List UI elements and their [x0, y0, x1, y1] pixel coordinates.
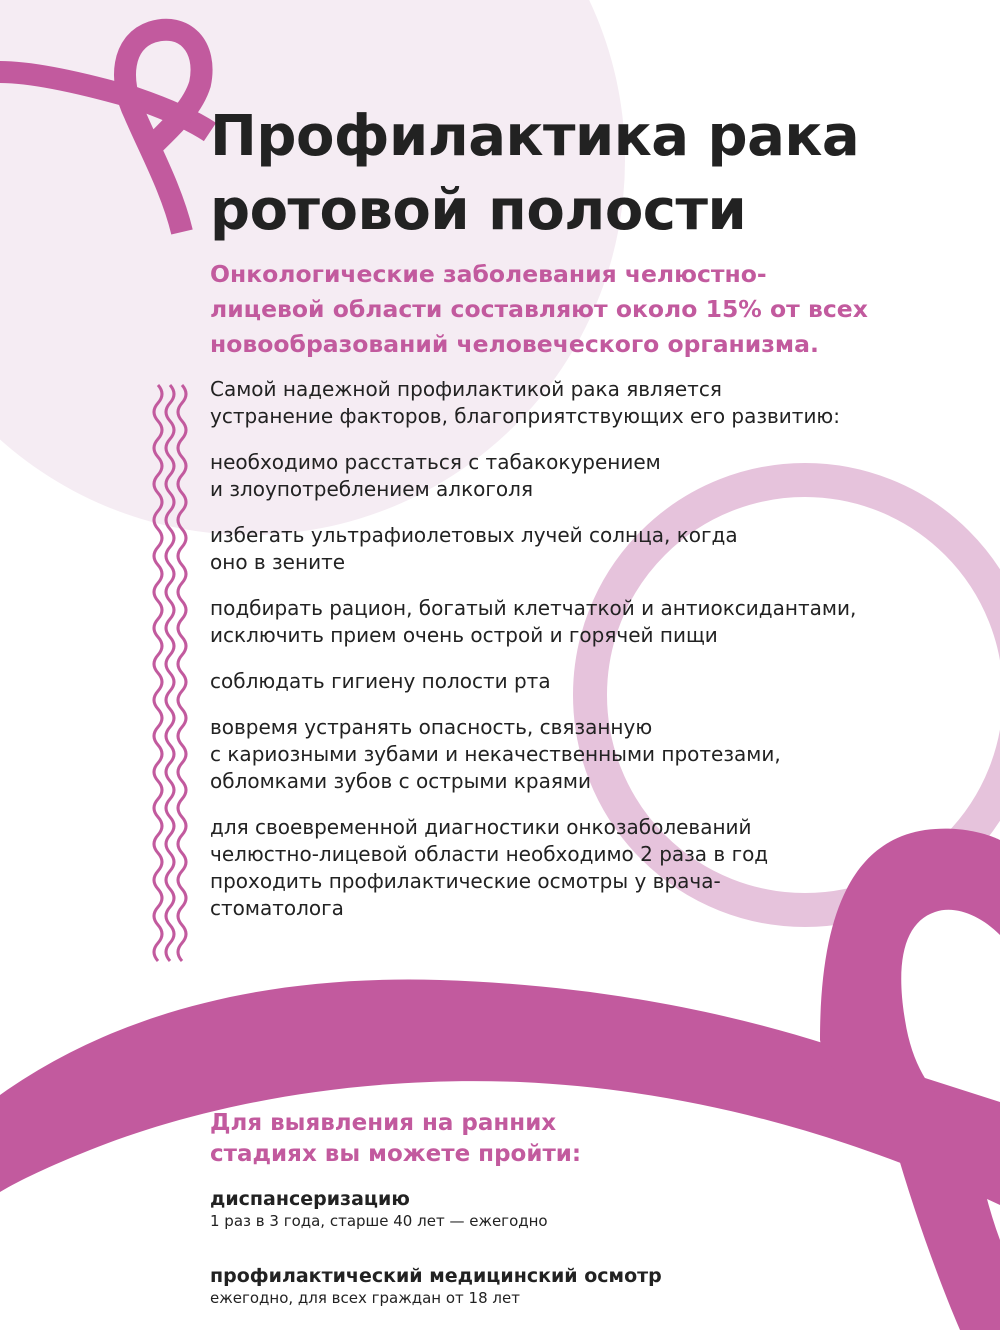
- option-title: диспансеризацию: [210, 1188, 410, 1210]
- tip-line: и злоупотреблением алкоголя: [210, 477, 533, 501]
- prevention-text: [210, 376, 990, 941]
- tip-item: [210, 595, 990, 649]
- intro-line: Самой надежной профилактикой рака является: [210, 377, 722, 401]
- tip-line: оно в зените: [210, 550, 346, 574]
- tip-line: исключить прием очень острой и горячей пищи: [210, 623, 718, 647]
- tip-line: избегать ультрафиолетовых лучей солнца, когда: [210, 523, 738, 547]
- screening-heading: [210, 1108, 581, 1170]
- tip-line: с кариозными зубами и некачественными протезами,: [210, 742, 781, 766]
- tip-item: [210, 668, 990, 695]
- tip-line: для своевременной диагностики онкозаболеваний: [210, 815, 752, 839]
- tip-item: [210, 522, 990, 576]
- subtitle-line: новообразований человеческого организма.: [210, 330, 819, 358]
- page-title: [210, 100, 970, 248]
- page-title-line: Профилактика рака: [210, 104, 860, 169]
- option-description: 1 раз в 3 года, старше 40 лет — ежегодно: [210, 1212, 548, 1230]
- subtitle: [210, 257, 990, 362]
- tip-line: стоматолога: [210, 896, 344, 920]
- tip-line: обломками зубов с острыми краями: [210, 769, 591, 793]
- screening-option-dispensary: [210, 1187, 548, 1231]
- screening-heading-line: стадиях вы можете пройти:: [210, 1141, 582, 1167]
- tip-line: вовремя устранять опасность, связанную: [210, 715, 653, 739]
- intro-paragraph: [210, 376, 990, 430]
- subtitle-line: Онкологические заболевания челюстно-: [210, 260, 767, 288]
- intro-line: устранение факторов, благоприятствующих его развитию:: [210, 404, 841, 428]
- tip-line: подбирать рацион, богатый клетчаткой и антиоксидантами,: [210, 596, 857, 620]
- subtitle-line: лицевой области составляют около 15% от всех: [210, 295, 868, 323]
- tip-line: челюстно-лицевой области необходимо 2 раза в год: [210, 842, 769, 866]
- tip-line: соблюдать гигиену полости рта: [210, 669, 551, 693]
- tip-line: необходимо расстаться с табакокурением: [210, 450, 661, 474]
- page-title-line: ротовой полости: [210, 178, 747, 243]
- option-title: профилактический медицинский осмотр: [210, 1265, 662, 1287]
- option-description: ежегодно, для всех граждан от 18 лет: [210, 1289, 520, 1307]
- tip-line: проходить профилактические осмотры у врача-: [210, 869, 721, 893]
- screening-option-checkup: [210, 1264, 662, 1308]
- tip-item: [210, 714, 990, 795]
- tip-item: [210, 814, 990, 922]
- screening-heading-line: Для выявления на ранних: [210, 1110, 557, 1136]
- tip-item: [210, 449, 990, 503]
